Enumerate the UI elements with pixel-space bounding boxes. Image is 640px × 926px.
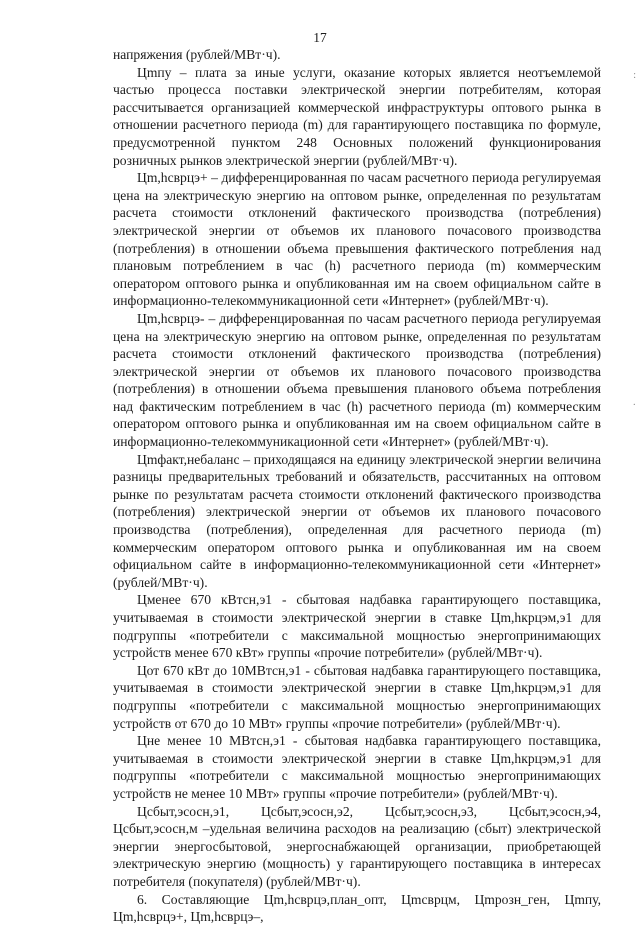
paragraph-svrtse-plus: Цm,hсврцэ+ – дифференцированная по часам расчетного периода регулируемая цена на электрическую энергию на оптовом рынке, определенная по результатам расчета стоимости отклонений фактического производства (потребления) электрической энергии от объемов их планового почасового производства (потребления) в отношении объема превышения фактического потребления над плановым потреблением в час (h) расчетного периода (m) коммерческим оператором оптового рынка и опубликованная им на своем официальном сайте в информационно-телекоммуникационной сети «Интернет» (рублей/МВт·ч). [113, 170, 601, 309]
paragraph-markup-under-670: Цменее 670 кВтсн,э1 - сбытовая надбавка гарантирующего поставщика, учитываемая в стоимости электрической энергии в ставке Цm,hкрцэм,э1 для подгруппы «потребители с максимальной мощностью энергопринимающих устройств менее 670 кВт» группы «прочие потребители» (рублей/МВт·ч). [113, 592, 601, 661]
scan-edge-mark: : [633, 70, 636, 81]
paragraph-fact-nebalans: Цmфакт,небаланс – приходящаяся на единицу электрической энергии величина разницы предварительных требований и обязательств, рассчитанных на оптовом рынке по результатам расчета стоимости отклонений фактического производства (потребления) электрической энергии от объемов их планового почасового производства (потребления), определенная для расчетного периода (m) коммерческим оператором оптового рынка и опубликованная им на своем официальном сайте в информационно-телекоммуникационной сети «Интернет» (рублей/МВт·ч). [113, 451, 601, 590]
paragraph-svrtse-minus: Цm,hсврцэ- – дифференцированная по часам расчетного периода регулируемая цена на электрическую энергию на оптовом рынке, определенная по результатам расчета стоимости отклонений фактического производства (потребления) электрической энергии от объемов их планового почасового производства (потребления) в отношении объема превышения планового объема потребления над фактическим потреблением в час (h) расчетного периода (m) коммерческим оператором оптового рынка и опубликованная им на своем официальном сайте в информационно-телекоммуникационной сети «Интернет» (рублей/МВт·ч). [113, 310, 601, 450]
scan-edge-mark: · [632, 400, 636, 411]
page-number: 17 [313, 30, 327, 45]
paragraph-item-6: 6. Составляющие Цm,hсврцэ,план_опт, Цmсврцм, Цmрозн_ген, Цmпу, Цm,hсврцэ+, Цm,hсврцэ–, [113, 891, 601, 925]
paragraph-line: напряжения (рублей/МВт·ч). [113, 47, 281, 62]
document-body [113, 46, 601, 926]
paragraph-sales-costs: Цсбыт,эсосн,э1, Цсбыт,эсосн,э2, Цсбыт,эсосн,э3, Цсбыт,эсосн,э4, Цсбыт,эсосн,м –удельная величина расходов на реализацию (сбыт) электрической энергии энергосбытовой, энергоснабжающей организации, приобретающей электрическую энергию (мощность) у гарантирующего поставщика в интересах потребителя (покупателя) (рублей/МВт·ч). [113, 803, 601, 889]
paragraph-markup-over-10mw: Цне менее 10 МВтсн,э1 - сбытовая надбавка гарантирующего поставщика, учитываемая в стоимости электрической энергии в ставке Цm,hкрцэм,э1 для подгруппы «потребители с максимальной мощностью энергопринимающих устройств не менее 10 МВт» группы «прочие потребители» (рублей/МВт·ч). [113, 733, 601, 801]
paragraph-markup-670-10mw: Цот 670 кВт до 10МВтсн,э1 - сбытовая надбавка гарантирующего поставщика, учитываемая в стоимости электрической энергии в ставке Цm,hкрцэм,э1 для подгруппы «потребители с максимальной мощностью энергопринимающих устройств от 670 до 10 МВт» группы «прочие потребители» (рублей/МВт·ч). [113, 662, 601, 731]
paragraph-pu-price: Цmпу – плата за иные услуги, оказание которых является неотъемлемой частью процесса поставки электрической энергии потребителям, которая рассчитывается организацией коммерческой инфраструктуры оптового рынка в отношении расчетного периода (m) для гарантирующего поставщика по формуле, предусмотренной пунктом 248 Основных положений функционирования розничных рынков электрической энергии (рублей/МВт·ч). [113, 64, 601, 168]
